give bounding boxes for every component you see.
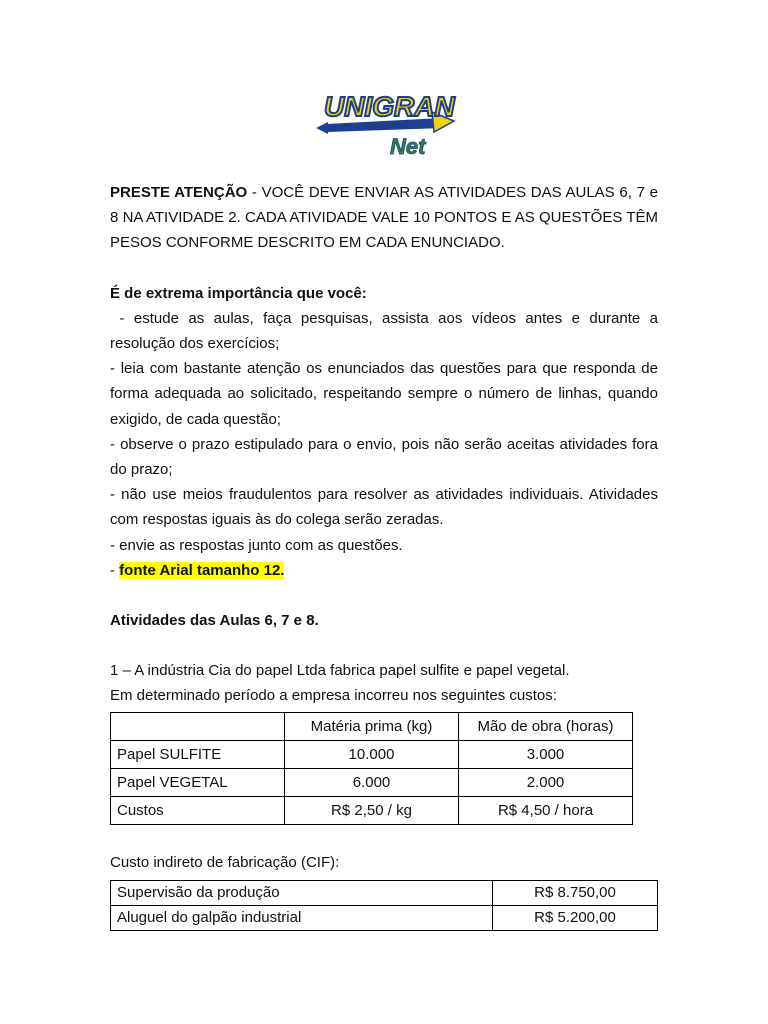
table-cell: R$ 8.750,00 bbox=[493, 880, 658, 905]
table-cell: R$ 4,50 / hora bbox=[459, 796, 633, 824]
font-note-prefix: - bbox=[110, 561, 120, 579]
table-row bbox=[111, 796, 633, 824]
table-cell: Papel VEGETAL bbox=[111, 768, 285, 796]
cif-heading: Custo indireto de fabricação (CIF): bbox=[110, 853, 340, 871]
font-note-line bbox=[110, 558, 658, 583]
unigran-net-logo bbox=[312, 88, 460, 162]
table-cell: R$ 2,50 / kg bbox=[285, 796, 459, 824]
table-cell: 6.000 bbox=[285, 768, 459, 796]
activities-heading: Atividades das Aulas 6, 7 e 8. bbox=[110, 612, 319, 630]
cif-table bbox=[110, 880, 658, 931]
importance-item: - envie as respostas junto com as questões. bbox=[110, 536, 403, 554]
table-cell: 3.000 bbox=[459, 740, 633, 768]
costs-table bbox=[110, 712, 633, 825]
notice-text: - VOCÊ DEVE ENVIAR AS ATIVIDADES DAS AULAS 6, 7 e 8 NA ATIVIDADE 2. CADA ATIVIDADE VALE 10 PONTOS E AS QUESTÕES TÊM PESOS CONFORME DESCRITO EM CADA ENUNCIADO. bbox=[110, 184, 658, 252]
table-row bbox=[111, 740, 633, 768]
logo-sub-text: Net bbox=[390, 134, 426, 159]
notice-lead: PRESTE ATENÇÃO bbox=[110, 184, 248, 201]
question-1-subtext: Em determinado período a empresa incorreu nos seguintes custos: bbox=[110, 687, 557, 705]
unigran-logo-graphic bbox=[312, 88, 460, 162]
table-header-cell: Matéria prima (kg) bbox=[285, 712, 459, 740]
table-header-cell: Mão de obra (horas) bbox=[459, 712, 633, 740]
table-cell: 10.000 bbox=[285, 740, 459, 768]
table-cell: Supervisão da produção bbox=[111, 880, 493, 905]
table-row bbox=[111, 768, 633, 796]
table-cell: Custos bbox=[111, 796, 285, 824]
table-header-row bbox=[111, 712, 633, 740]
logo-main-text: UNIGRAN bbox=[324, 91, 455, 122]
table-cell: Aluguel do galpão industrial bbox=[111, 905, 493, 930]
notice-paragraph bbox=[110, 180, 658, 256]
importance-item: - não use meios fraudulentos para resolver as atividades individuais. Atividades com respostas iguais às do colega serão zeradas. bbox=[110, 486, 658, 529]
document-body bbox=[110, 180, 663, 931]
importance-item: - leia com bastante atenção os enunciados das questões para que responda de forma adequada ao solicitado, respeitando sempre o número de linhas, quando exigido, de cada questão; bbox=[110, 360, 658, 428]
table-row bbox=[111, 880, 658, 905]
table-header-cell bbox=[111, 712, 285, 740]
table-cell: 2.000 bbox=[459, 768, 633, 796]
table-cell: R$ 5.200,00 bbox=[493, 905, 658, 930]
importance-item: - estude as aulas, faça pesquisas, assista aos vídeos antes e durante a resolução dos exercícios; bbox=[110, 309, 663, 353]
question-1-text: 1 – A indústria Cia do papel Ltda fabrica papel sulfite e papel vegetal. bbox=[110, 662, 570, 680]
importance-item: - observe o prazo estipulado para o envio, pois não serão aceitas atividades fora do prazo; bbox=[110, 435, 658, 479]
importance-heading: É de extrema importância que você: bbox=[110, 284, 367, 302]
font-note-highlight: fonte Arial tamanho 12. bbox=[119, 561, 285, 579]
table-cell: Papel SULFITE bbox=[111, 740, 285, 768]
table-row bbox=[111, 905, 658, 930]
